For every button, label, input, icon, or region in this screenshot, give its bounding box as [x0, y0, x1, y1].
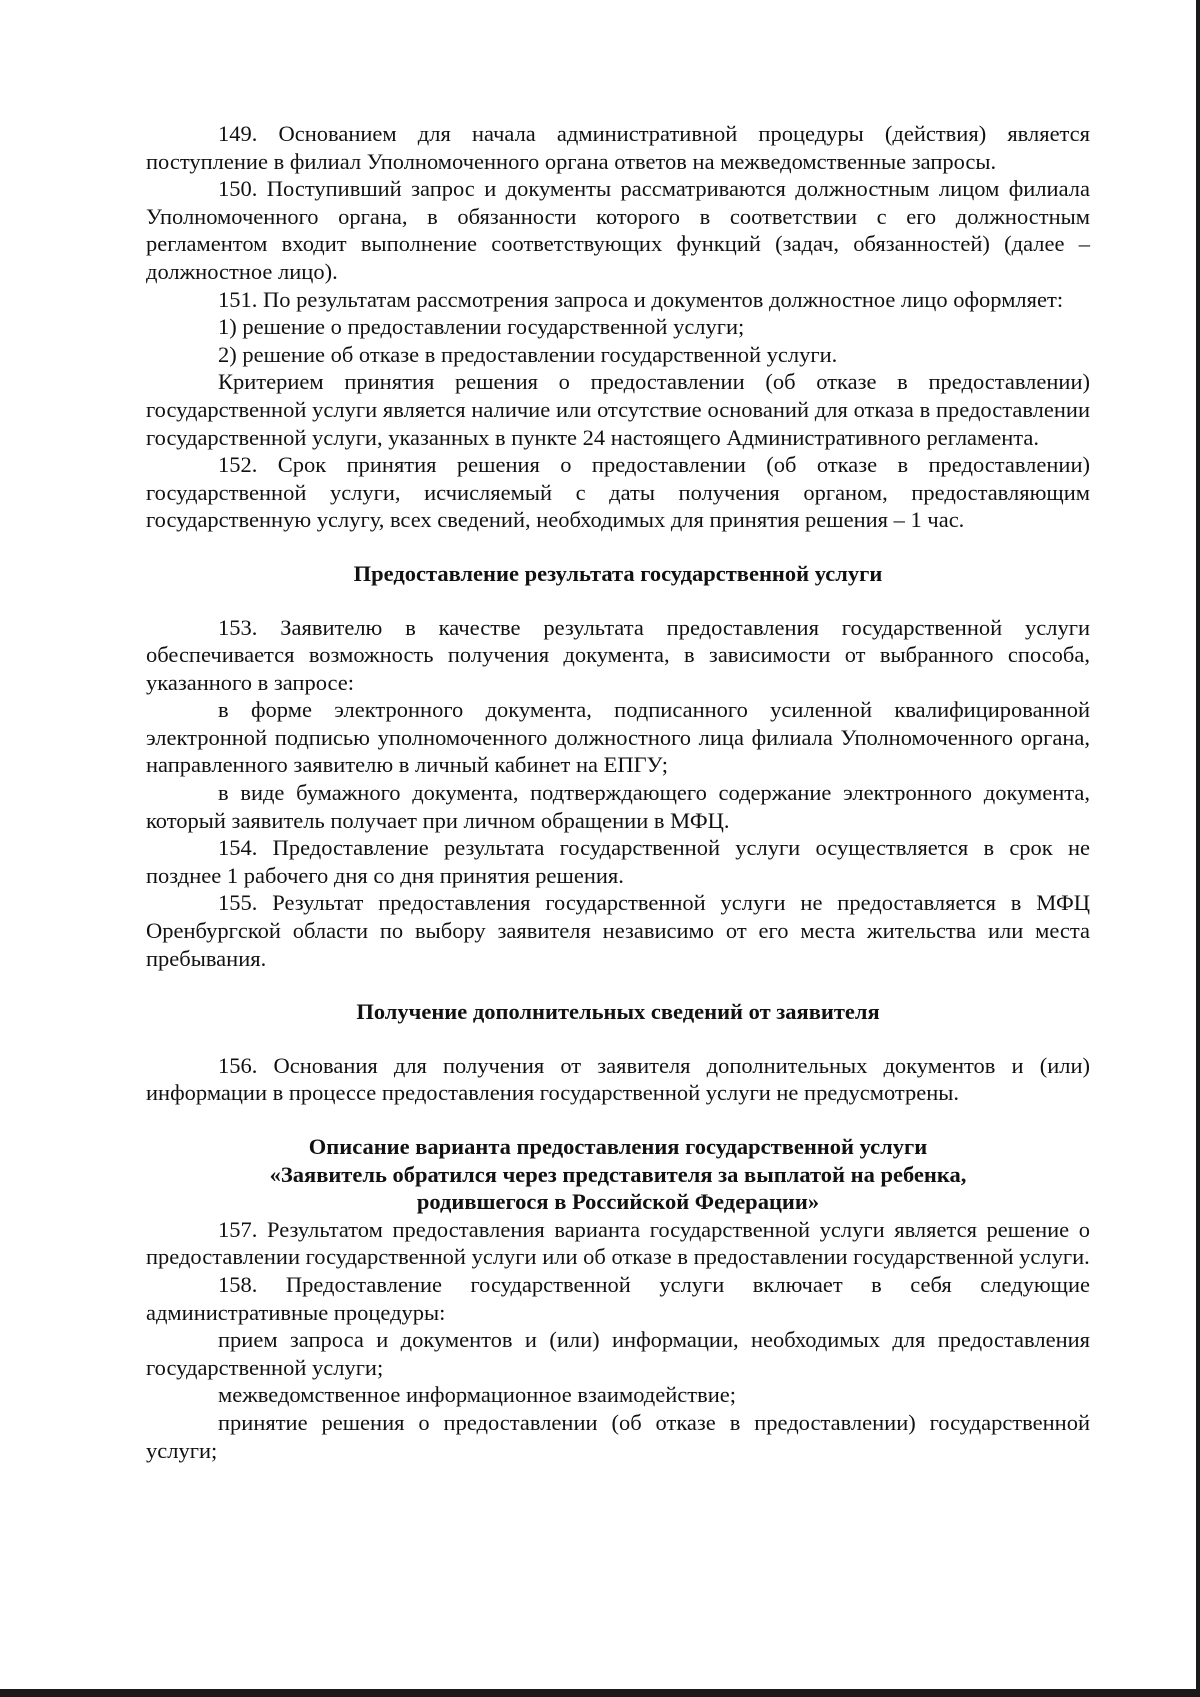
paragraph-152: 152. Срок принятия решения о предоставлении (об отказе в предоставлении) государственной услуги, исчисляемый с даты получения органом, предоставляющим государственную услугу, всех сведений, необходимых для принятия решения – 1 час. [146, 452, 1090, 533]
paragraph-151: 151. По результатам рассмотрения запроса и документов должностное лицо оформляет: [218, 286, 1064, 312]
variant-heading-line-1: Описание варианта предоставления государственной услуги [308, 1134, 928, 1159]
paragraph-electronic-form: в форме электронного документа, подписанного усиленной квалифицированной электронной подписью уполномоченного должностного лица филиала Уполномоченного органа, направленного заявителю в личный кабинет на ЕПГУ; [146, 697, 1090, 778]
section-heading-additional-info: Получение дополнительных сведений от заявителя [356, 999, 880, 1025]
list-item-decision-grant: 1) решение о предоставлении государственной услуги; [218, 314, 745, 340]
procedure-item-decision: принятие решения о предоставлении (об отказе в предоставлении) государственной услуги; [146, 1409, 1090, 1463]
scan-edge-bottom [0, 1689, 1200, 1697]
paragraph-158: 158. Предоставление государственной услуги включает в себя следующие административные процедуры: [146, 1271, 1090, 1325]
paragraph-156: 156. Основания для получения от заявителя дополнительных документов и (или) информации в процессе предоставления государственной услуги не предусмотрены. [146, 1052, 1090, 1106]
scan-edge-right [1196, 0, 1200, 1697]
paragraph-154: 154. Предоставление результата государственной услуги осуществляется в срок не позднее 1 рабочего дня со дня принятия решения. [146, 835, 1090, 888]
list-item-decision-refusal: 2) решение об отказе в предоставлении государственной услуги. [218, 341, 838, 367]
paragraph-153: 153. Заявителю в качестве результата предоставления государственной услуги обеспечивается возможность получения документа, в зависимости от выбранного способа, указанного в запросе: [146, 614, 1090, 695]
paragraph-157: 157. Результатом предоставления варианта государственной услуги является решение о предоставлении государственной услуги или об отказе в предоставлении государственной услуги. [146, 1216, 1090, 1270]
section-heading-result: Предоставление результата государственной услуги [353, 560, 883, 586]
procedure-item-intake: прием запроса и документов и (или) информации, необходимых для предоставления государственной услуги; [146, 1327, 1090, 1380]
procedure-item-interagency: межведомственное информационное взаимодействие; [218, 1382, 736, 1408]
paragraph-criterion: Критерием принятия решения о предоставлении (об отказе в предоставлении) государственной услуги является наличие или отсутствие оснований для отказа в предоставлении государственной услуги, указанных в пункте 24 настоящего Административного регламента. [146, 369, 1090, 450]
variant-heading-line-3: родившегося в Российской Федерации» [416, 1189, 820, 1215]
paragraph-paper-form: в виде бумажного документа, подтверждающего содержание электронного документа, который заявитель получает при личном обращении в МФЦ. [146, 780, 1090, 833]
section-heading-variant [146, 1133, 1090, 1216]
document-body [146, 120, 1090, 1464]
paragraph-150: 150. Поступивший запрос и документы рассматриваются должностным лицом филиала Уполномоченного органа, в обязанности которого в соответствии с его должностным регламентом входит выполнение соответствующих функций (задач, обязанностей) (далее – должностное лицо). [146, 176, 1090, 284]
paragraph-155: 155. Результат предоставления государственной услуги не предоставляется в МФЦ Оренбургской области по выбору заявителя независимо от его места жительства или места пребывания. [146, 890, 1090, 971]
variant-heading-line-2: «Заявитель обратился через представителя за выплатой на ребенка, [269, 1161, 967, 1187]
paragraph-149: 149. Основанием для начала административной процедуры (действия) является поступление в филиал Уполномоченного органа ответов на межведомственные запросы. [146, 121, 1090, 174]
